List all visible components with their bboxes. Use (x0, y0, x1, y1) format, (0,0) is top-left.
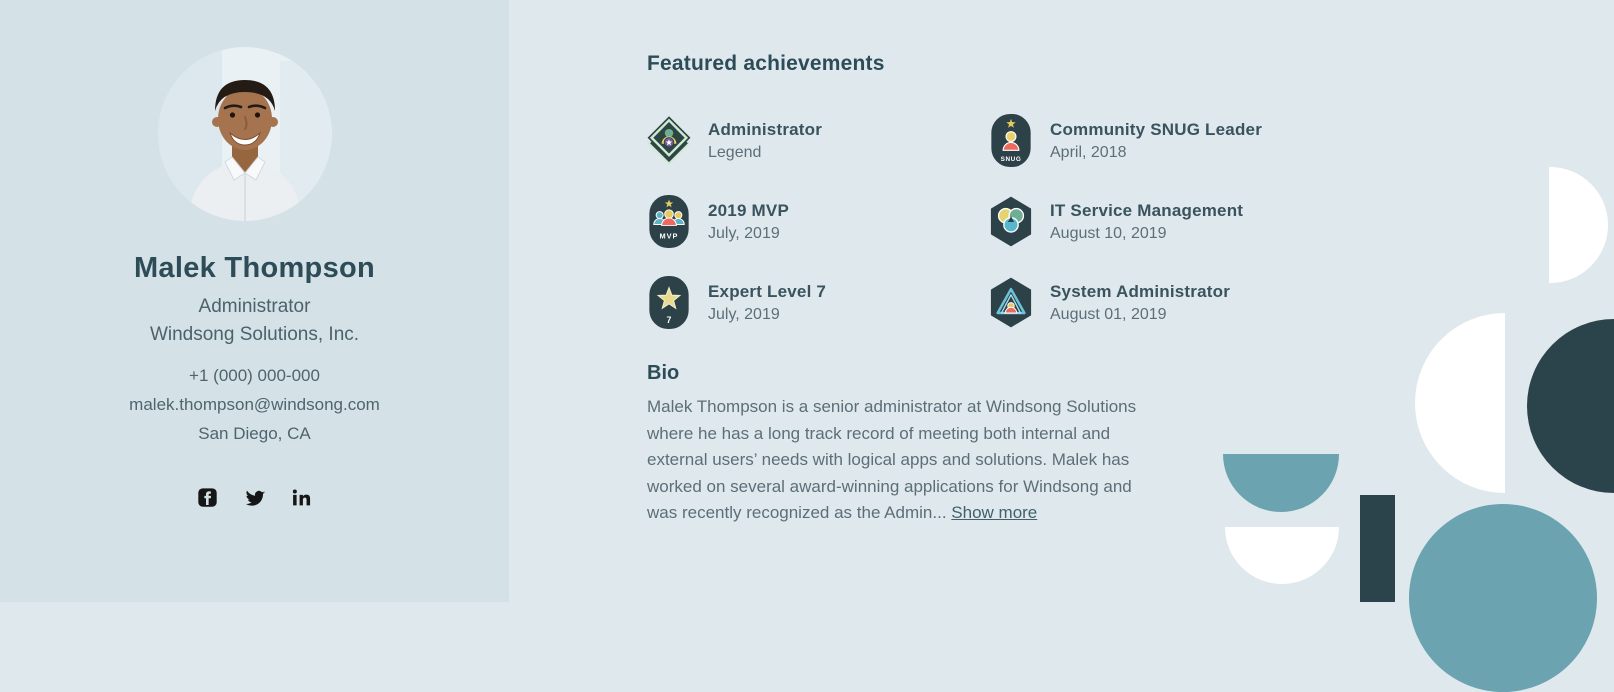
achievement-title: Administrator (708, 119, 823, 139)
achievement-title: Community SNUG Leader (1050, 119, 1263, 139)
profile-name: Malek Thompson (133, 252, 376, 284)
decor-rectangle-dark (1360, 495, 1395, 602)
avatar-photo-illustration (158, 47, 332, 221)
expert7-badge-icon (647, 275, 691, 330)
profile-role: Administrator (198, 296, 311, 317)
achievement-date: August 01, 2019 (1050, 305, 1167, 323)
profile-company: Windsong Solutions, Inc. (149, 324, 360, 345)
achievement-item (989, 275, 1614, 330)
achievement-item (647, 194, 989, 249)
bio-heading: Bio (647, 362, 680, 384)
achievements-grid (647, 113, 1614, 330)
featured-achievements-heading: Featured achievements (647, 52, 885, 75)
bio-text (647, 394, 1147, 527)
achievement-item (647, 275, 989, 330)
achievement-title: 2019 MVP (708, 200, 789, 220)
snug-badge-icon (989, 113, 1033, 168)
profile-email: malek.thompson@windsong.com (129, 395, 380, 414)
achievement-item (989, 113, 1614, 168)
mvp-badge-icon (647, 194, 691, 249)
achievement-title: System Administrator (1050, 281, 1231, 301)
twitter-icon[interactable] (244, 487, 265, 508)
achievement-title: Expert Level 7 (708, 281, 827, 301)
avatar (158, 47, 332, 221)
profile-main (509, 0, 1614, 602)
achievement-item (647, 113, 989, 168)
achievement-date: Legend (708, 143, 762, 161)
profile-sidebar (0, 0, 509, 602)
decor-circle-teal (1409, 504, 1597, 692)
facebook-icon[interactable] (197, 487, 218, 508)
itsm-badge-icon (989, 194, 1033, 249)
achievement-date: July, 2019 (708, 305, 780, 323)
achievement-date: July, 2019 (708, 224, 780, 242)
linkedin-icon[interactable] (291, 487, 312, 508)
bio-text-content: Malek Thompson is a senior administrator at Windsong Solutions where he has a long track record of meeting both internal and external users’ needs with logical apps and solutions. Malek has worked on several award-winning applications for Windsong and was recently recognized as the Admin... (647, 397, 1137, 522)
show-more-link[interactable]: Show more (951, 503, 1038, 522)
social-links (0, 487, 509, 508)
admin-legend-badge-icon (647, 113, 691, 168)
sysadmin-badge-icon (989, 275, 1033, 330)
profile-phone: +1 (000) 000-000 (189, 366, 320, 385)
profile-location: San Diego, CA (198, 424, 311, 443)
achievement-date: April, 2018 (1050, 143, 1127, 161)
achievement-title: IT Service Management (1050, 200, 1244, 220)
achievement-date: August 10, 2019 (1050, 224, 1167, 242)
achievement-item (989, 194, 1614, 249)
